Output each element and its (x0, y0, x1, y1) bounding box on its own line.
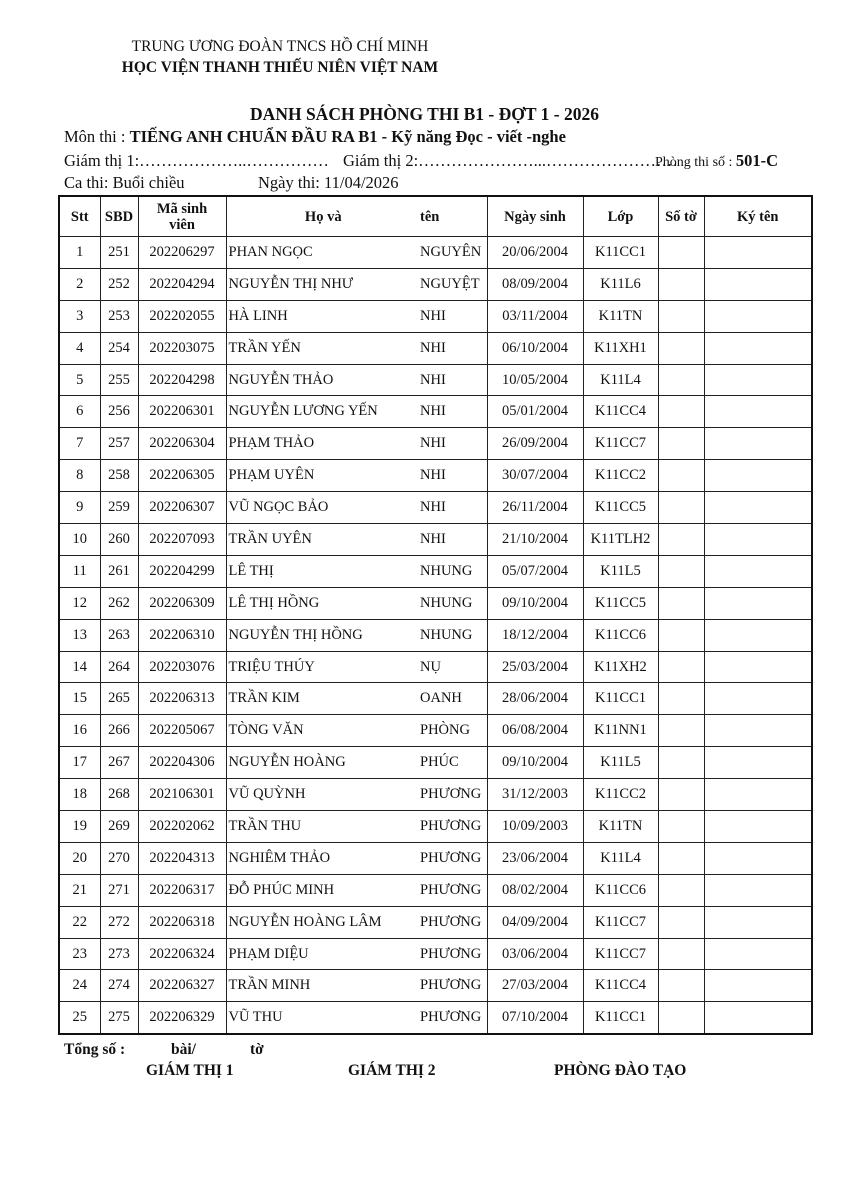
cell-class: K11L6 (583, 268, 658, 300)
cell-signature[interactable] (704, 779, 812, 811)
cell-stt: 17 (59, 747, 100, 779)
cell-dob: 10/05/2004 (487, 364, 583, 396)
cell-first-name: NHI (420, 460, 487, 492)
org-line-1: TRUNG ƯƠNG ĐOÀN TNCS HỒ CHÍ MINH (131, 38, 429, 55)
cell-stt: 25 (59, 1002, 100, 1034)
cell-first-name: NHI (420, 364, 487, 396)
cell-stt: 14 (59, 651, 100, 683)
subject-value: TIẾNG ANH CHUẨN ĐẦU RA B1 - Kỹ năng Đọc - viết -nghe (129, 127, 566, 146)
cell-stt: 19 (59, 811, 100, 843)
cell-first-name: NGUYÊN (420, 237, 487, 269)
cell-sheets[interactable] (658, 332, 704, 364)
cell-class: K11CC2 (583, 460, 658, 492)
cell-last-name: NGUYỄN THỊ HỒNG (226, 619, 420, 651)
cell-last-name: NGUYỄN HOÀNG (226, 747, 420, 779)
cell-student-id: 202206305 (138, 460, 226, 492)
cell-last-name: TRẦN UYÊN (226, 524, 420, 556)
cell-stt: 10 (59, 524, 100, 556)
cell-first-name: PHƯƠNG (420, 842, 487, 874)
cell-last-name: HÀ LINH (226, 300, 420, 332)
cell-student-id: 202204298 (138, 364, 226, 396)
cell-dob: 04/09/2004 (487, 906, 583, 938)
student-table (58, 195, 813, 1035)
cell-sheets[interactable] (658, 619, 704, 651)
cell-sbd: 252 (100, 268, 138, 300)
col-student-id: Mã sinh viên (138, 196, 226, 237)
cell-sbd: 251 (100, 237, 138, 269)
cell-first-name: PHƯƠNG (420, 811, 487, 843)
cell-first-name: PHƯƠNG (420, 906, 487, 938)
cell-last-name: VŨ NGỌC BẢO (226, 492, 420, 524)
signature-proctor-1: GIÁM THỊ 1 (146, 1062, 234, 1079)
table-row (59, 428, 812, 460)
cell-first-name: NHI (420, 524, 487, 556)
cell-sheets[interactable] (658, 683, 704, 715)
col-class: Lớp (583, 196, 658, 237)
cell-class: K11NN1 (583, 715, 658, 747)
cell-sheets[interactable] (658, 428, 704, 460)
cell-signature[interactable] (704, 587, 812, 619)
cell-last-name: NGUYỄN THỊ NHƯ (226, 268, 420, 300)
subject-line (64, 127, 566, 147)
total-sheets: tờ (250, 1041, 264, 1058)
cell-signature[interactable] (704, 492, 812, 524)
cell-student-id: 202206307 (138, 492, 226, 524)
exam-date: Ngày thi: 11/04/2026 (258, 173, 399, 192)
cell-class: K11CC5 (583, 587, 658, 619)
cell-sbd: 271 (100, 874, 138, 906)
cell-first-name: PHƯƠNG (420, 970, 487, 1002)
cell-class: K11L4 (583, 842, 658, 874)
cell-stt: 3 (59, 300, 100, 332)
cell-first-name: NHI (420, 332, 487, 364)
cell-class: K11CC6 (583, 619, 658, 651)
cell-stt: 11 (59, 555, 100, 587)
col-sbd: SBD (100, 196, 138, 237)
cell-student-id: 202206327 (138, 970, 226, 1002)
cell-dob: 23/06/2004 (487, 842, 583, 874)
cell-last-name: PHẠM THẢO (226, 428, 420, 460)
cell-stt: 24 (59, 970, 100, 1002)
cell-signature[interactable] (704, 237, 812, 269)
cell-sbd: 272 (100, 906, 138, 938)
cell-sbd: 267 (100, 747, 138, 779)
cell-last-name: ĐỖ PHÚC MINH (226, 874, 420, 906)
cell-student-id: 202206310 (138, 619, 226, 651)
cell-sbd: 273 (100, 938, 138, 970)
cell-dob: 09/10/2004 (487, 747, 583, 779)
room-label: Phòng thi số : (655, 155, 736, 170)
cell-last-name: TRẦN YẾN (226, 332, 420, 364)
room-value: 501-C (735, 151, 779, 170)
total-papers: bài/ (171, 1041, 196, 1058)
cell-signature[interactable] (704, 938, 812, 970)
proctor2-line: Giám thị 2:…………………...…………………… (343, 151, 679, 170)
cell-sheets[interactable] (658, 492, 704, 524)
cell-first-name: NHI (420, 300, 487, 332)
cell-stt: 20 (59, 842, 100, 874)
cell-stt: 4 (59, 332, 100, 364)
cell-student-id: 202206329 (138, 1002, 226, 1034)
cell-last-name: TRẦN THU (226, 811, 420, 843)
cell-sbd: 268 (100, 779, 138, 811)
cell-student-id: 202203076 (138, 651, 226, 683)
cell-student-id: 202206297 (138, 237, 226, 269)
cell-sbd: 256 (100, 396, 138, 428)
cell-dob: 30/07/2004 (487, 460, 583, 492)
cell-student-id: 202206324 (138, 938, 226, 970)
table-row (59, 268, 812, 300)
table-row (59, 1002, 812, 1034)
cell-sheets[interactable] (658, 842, 704, 874)
cell-dob: 03/11/2004 (487, 300, 583, 332)
col-dob: Ngày sinh (487, 196, 583, 237)
cell-sheets[interactable] (658, 300, 704, 332)
cell-class: K11CC6 (583, 874, 658, 906)
cell-sheets[interactable] (658, 524, 704, 556)
cell-last-name: VŨ THU (226, 1002, 420, 1034)
table-row (59, 683, 812, 715)
subject-label: Môn thi : (64, 127, 130, 146)
cell-first-name: PHƯƠNG (420, 1002, 487, 1034)
cell-stt: 1 (59, 237, 100, 269)
cell-signature[interactable] (704, 1002, 812, 1034)
proctor1-line: Giám thị 1:………………..…………… (64, 151, 329, 170)
cell-last-name: LÊ THỊ (226, 555, 420, 587)
cell-sbd: 274 (100, 970, 138, 1002)
signature-proctor-2: GIÁM THỊ 2 (348, 1062, 436, 1079)
cell-dob: 10/09/2003 (487, 811, 583, 843)
cell-first-name: PHƯƠNG (420, 938, 487, 970)
cell-sheets[interactable] (658, 1002, 704, 1034)
cell-dob: 31/12/2003 (487, 779, 583, 811)
col-stt: Stt (59, 196, 100, 237)
cell-student-id: 202203075 (138, 332, 226, 364)
cell-class: K11L5 (583, 555, 658, 587)
cell-last-name: PHẠM UYÊN (226, 460, 420, 492)
table-row (59, 396, 812, 428)
cell-stt: 18 (59, 779, 100, 811)
cell-sheets[interactable] (658, 747, 704, 779)
cell-last-name: TRIỆU THÚY (226, 651, 420, 683)
cell-stt: 9 (59, 492, 100, 524)
cell-student-id: 202202062 (138, 811, 226, 843)
cell-class: K11TN (583, 300, 658, 332)
cell-dob: 05/01/2004 (487, 396, 583, 428)
cell-sheets[interactable] (658, 651, 704, 683)
table-row (59, 842, 812, 874)
cell-last-name: VŨ QUỲNH (226, 779, 420, 811)
cell-dob: 28/06/2004 (487, 683, 583, 715)
cell-dob: 03/06/2004 (487, 938, 583, 970)
cell-class: K11CC1 (583, 683, 658, 715)
cell-first-name: PHÚC (420, 747, 487, 779)
cell-student-id: 202202055 (138, 300, 226, 332)
total-label: Tổng số : (64, 1041, 126, 1058)
cell-student-id: 202204306 (138, 747, 226, 779)
cell-signature[interactable] (704, 842, 812, 874)
cell-first-name: NHUNG (420, 619, 487, 651)
cell-dob: 25/03/2004 (487, 651, 583, 683)
cell-sbd: 253 (100, 300, 138, 332)
cell-first-name: NHUNG (420, 555, 487, 587)
cell-sheets[interactable] (658, 396, 704, 428)
cell-sbd: 269 (100, 811, 138, 843)
cell-last-name: TRẦN MINH (226, 970, 420, 1002)
cell-student-id: 202106301 (138, 779, 226, 811)
cell-class: K11XH1 (583, 332, 658, 364)
cell-signature[interactable] (704, 396, 812, 428)
cell-sbd: 265 (100, 683, 138, 715)
cell-sbd: 259 (100, 492, 138, 524)
cell-student-id: 202206317 (138, 874, 226, 906)
cell-last-name: NGHIÊM THẢO (226, 842, 420, 874)
table-row (59, 747, 812, 779)
cell-student-id: 202206318 (138, 906, 226, 938)
cell-stt: 6 (59, 396, 100, 428)
cell-first-name: NHUNG (420, 587, 487, 619)
cell-sheets[interactable] (658, 811, 704, 843)
signature-training-office: PHÒNG ĐÀO TẠO (554, 1062, 687, 1079)
cell-sbd: 261 (100, 555, 138, 587)
cell-sbd: 254 (100, 332, 138, 364)
cell-sbd: 262 (100, 587, 138, 619)
cell-dob: 21/10/2004 (487, 524, 583, 556)
cell-dob: 18/12/2004 (487, 619, 583, 651)
cell-dob: 06/10/2004 (487, 332, 583, 364)
cell-signature[interactable] (704, 874, 812, 906)
cell-stt: 15 (59, 683, 100, 715)
cell-class: K11TN (583, 811, 658, 843)
cell-sheets[interactable] (658, 237, 704, 269)
cell-signature[interactable] (704, 715, 812, 747)
cell-class: K11XH2 (583, 651, 658, 683)
cell-sheets[interactable] (658, 555, 704, 587)
cell-last-name: TRẦN KIM (226, 683, 420, 715)
table-row (59, 938, 812, 970)
cell-signature[interactable] (704, 268, 812, 300)
cell-class: K11CC4 (583, 970, 658, 1002)
cell-student-id: 202204299 (138, 555, 226, 587)
table-row (59, 587, 812, 619)
org-line-2: HỌC VIỆN THANH THIẾU NIÊN VIỆT NAM (121, 59, 439, 76)
cell-stt: 7 (59, 428, 100, 460)
table-row (59, 874, 812, 906)
cell-dob: 07/10/2004 (487, 1002, 583, 1034)
cell-class: K11CC2 (583, 779, 658, 811)
table-row (59, 906, 812, 938)
cell-student-id: 202206313 (138, 683, 226, 715)
col-signature: Ký tên (704, 196, 812, 237)
cell-first-name: NỤ (420, 651, 487, 683)
cell-last-name: NGUYỄN HOÀNG LÂM (226, 906, 420, 938)
cell-class: K11CC7 (583, 938, 658, 970)
cell-stt: 12 (59, 587, 100, 619)
cell-sbd: 263 (100, 619, 138, 651)
cell-student-id: 202204313 (138, 842, 226, 874)
cell-signature[interactable] (704, 906, 812, 938)
cell-signature[interactable] (704, 300, 812, 332)
col-sheets: Số tờ (658, 196, 704, 237)
cell-sheets[interactable] (658, 779, 704, 811)
cell-student-id: 202207093 (138, 524, 226, 556)
table-header-row (59, 196, 812, 237)
cell-first-name: NGUYỆT (420, 268, 487, 300)
table-row (59, 811, 812, 843)
cell-dob: 26/09/2004 (487, 428, 583, 460)
table-row (59, 492, 812, 524)
cell-sheets[interactable] (658, 938, 704, 970)
col-first-name: tên (420, 196, 487, 237)
cell-stt: 16 (59, 715, 100, 747)
table-row (59, 364, 812, 396)
cell-signature[interactable] (704, 811, 812, 843)
cell-student-id: 202204294 (138, 268, 226, 300)
cell-student-id: 202206301 (138, 396, 226, 428)
table-row (59, 715, 812, 747)
cell-last-name: TÒNG VĂN (226, 715, 420, 747)
cell-stt: 22 (59, 906, 100, 938)
cell-class: K11CC4 (583, 396, 658, 428)
cell-first-name: NHI (420, 428, 487, 460)
cell-dob: 09/10/2004 (487, 587, 583, 619)
cell-sbd: 264 (100, 651, 138, 683)
cell-sheets[interactable] (658, 268, 704, 300)
cell-stt: 2 (59, 268, 100, 300)
cell-student-id: 202205067 (138, 715, 226, 747)
cell-dob: 20/06/2004 (487, 237, 583, 269)
table-row (59, 332, 812, 364)
cell-first-name: PHƯƠNG (420, 779, 487, 811)
cell-first-name: PHƯƠNG (420, 874, 487, 906)
cell-dob: 08/02/2004 (487, 874, 583, 906)
cell-stt: 23 (59, 938, 100, 970)
cell-class: K11CC5 (583, 492, 658, 524)
cell-stt: 5 (59, 364, 100, 396)
cell-class: K11CC1 (583, 1002, 658, 1034)
table-row (59, 779, 812, 811)
cell-signature[interactable] (704, 619, 812, 651)
cell-last-name: NGUYỄN THẢO (226, 364, 420, 396)
room-line (655, 151, 778, 171)
cell-last-name: PHAN NGỌC (226, 237, 420, 269)
cell-first-name: OANH (420, 683, 487, 715)
cell-sbd: 266 (100, 715, 138, 747)
table-row (59, 555, 812, 587)
cell-last-name: LÊ THỊ HỒNG (226, 587, 420, 619)
cell-dob: 05/07/2004 (487, 555, 583, 587)
cell-class: K11TLH2 (583, 524, 658, 556)
cell-sbd: 257 (100, 428, 138, 460)
cell-signature[interactable] (704, 428, 812, 460)
col-last-name: Họ và (226, 196, 420, 237)
cell-signature[interactable] (704, 683, 812, 715)
cell-signature[interactable] (704, 524, 812, 556)
cell-student-id: 202206304 (138, 428, 226, 460)
cell-sbd: 255 (100, 364, 138, 396)
cell-sbd: 275 (100, 1002, 138, 1034)
session: Ca thi: Buổi chiều (64, 173, 185, 192)
cell-stt: 8 (59, 460, 100, 492)
cell-stt: 21 (59, 874, 100, 906)
cell-signature[interactable] (704, 555, 812, 587)
cell-signature[interactable] (704, 651, 812, 683)
cell-dob: 08/09/2004 (487, 268, 583, 300)
cell-sheets[interactable] (658, 715, 704, 747)
cell-signature[interactable] (704, 332, 812, 364)
table-row (59, 651, 812, 683)
table-row (59, 970, 812, 1002)
cell-last-name: NGUYỄN LƯƠNG YẾN (226, 396, 420, 428)
cell-sheets[interactable] (658, 460, 704, 492)
cell-signature[interactable] (704, 364, 812, 396)
cell-sheets[interactable] (658, 587, 704, 619)
cell-sheets[interactable] (658, 364, 704, 396)
cell-first-name: NHI (420, 396, 487, 428)
cell-signature[interactable] (704, 747, 812, 779)
cell-class: K11CC7 (583, 428, 658, 460)
document-title: DANH SÁCH PHÒNG THI B1 - ĐỢT 1 - 2026 (250, 104, 599, 124)
cell-sheets[interactable] (658, 906, 704, 938)
table-row (59, 619, 812, 651)
cell-signature[interactable] (704, 460, 812, 492)
cell-class: K11CC7 (583, 906, 658, 938)
cell-sheets[interactable] (658, 970, 704, 1002)
cell-class: K11L5 (583, 747, 658, 779)
cell-dob: 27/03/2004 (487, 970, 583, 1002)
cell-sheets[interactable] (658, 874, 704, 906)
cell-sbd: 260 (100, 524, 138, 556)
cell-class: K11L4 (583, 364, 658, 396)
cell-student-id: 202206309 (138, 587, 226, 619)
cell-first-name: NHI (420, 492, 487, 524)
cell-sbd: 258 (100, 460, 138, 492)
cell-class: K11CC1 (583, 237, 658, 269)
cell-last-name: PHẠM DIỆU (226, 938, 420, 970)
cell-sbd: 270 (100, 842, 138, 874)
cell-first-name: PHÒNG (420, 715, 487, 747)
table-row (59, 237, 812, 269)
table-row (59, 300, 812, 332)
cell-signature[interactable] (704, 970, 812, 1002)
cell-dob: 06/08/2004 (487, 715, 583, 747)
table-row (59, 524, 812, 556)
cell-stt: 13 (59, 619, 100, 651)
table-row (59, 460, 812, 492)
cell-dob: 26/11/2004 (487, 492, 583, 524)
